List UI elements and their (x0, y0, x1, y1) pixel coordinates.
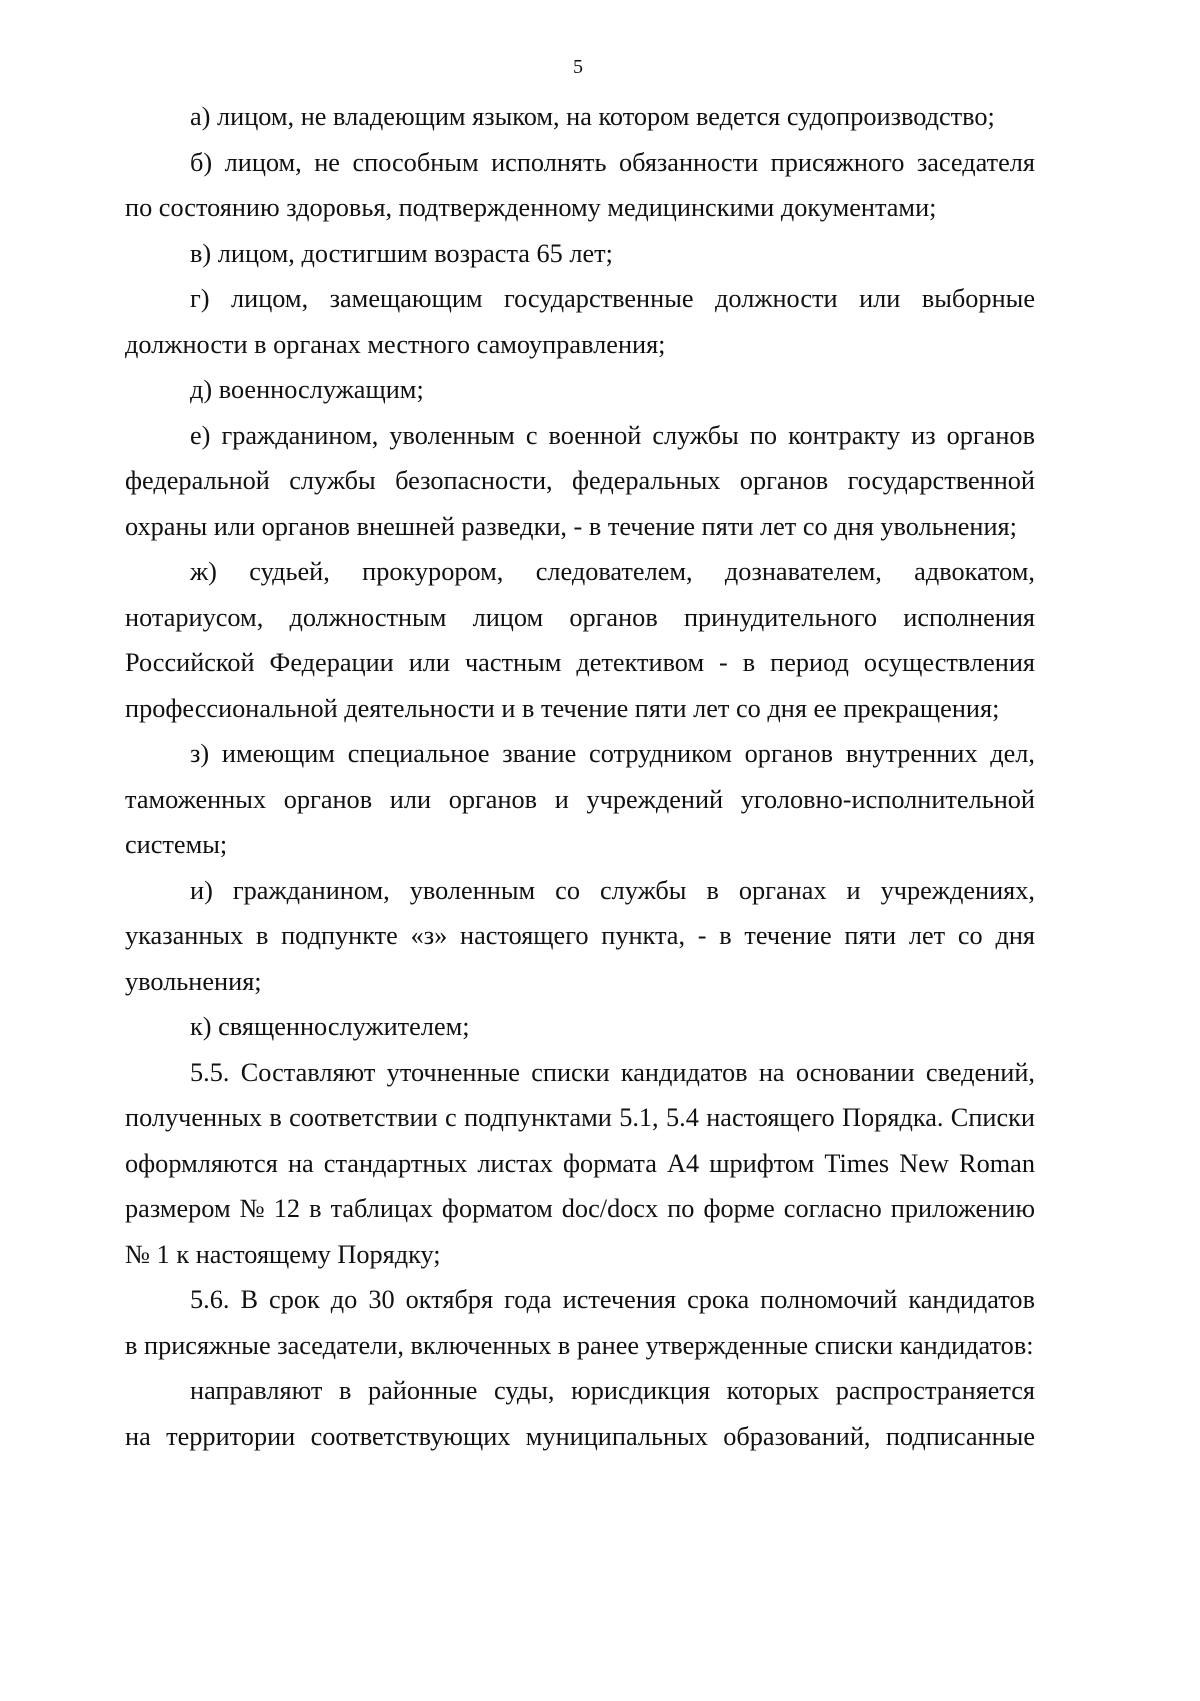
line-text: оформляются на стандартных листах формата А4 шрифтом Times New Roman (125, 1148, 1035, 1178)
text-line (125, 868, 1035, 914)
paragraph-napravlyayut (125, 1368, 1035, 1459)
line-text: в присяжные заседатели, включенных в ранее утвержденные списки кандидатов: (125, 1330, 1034, 1360)
text-line (125, 777, 1035, 823)
line-text: д) военнослужащим; (190, 375, 424, 404)
text-line (125, 959, 1035, 1005)
line-text: в) лицом, достигшим возраста 65 лет; (190, 238, 613, 268)
line-text: № 1 к настоящему Порядку; (125, 1239, 441, 1269)
line-text: 5.5. Составляют уточненные списки кандидатов на основании сведений, (190, 1057, 1035, 1087)
text-line (125, 458, 1035, 504)
text-line (125, 1414, 1035, 1460)
line-text: и) гражданином, уволенным со службы в органах и учреждениях, (190, 875, 1035, 905)
line-text: охраны или органов внешней разведки, - в течение пяти лет со дня увольнения; (125, 511, 1017, 541)
line-text: направляют в районные суды, юрисдикция которых распространяется (190, 1376, 1035, 1405)
line-text: указанных в подпункте «з» настоящего пункта, - в течение пяти лет со дня (125, 921, 1035, 950)
page-number: 5 (573, 56, 583, 78)
line-text: на территории соответствующих муниципальных образований, подписанные (125, 1421, 1035, 1451)
text-line (125, 731, 1035, 777)
paragraph-item-v (125, 231, 1035, 277)
text-line (125, 185, 1035, 231)
text-line (125, 322, 1035, 368)
paragraph-item-g (125, 276, 1035, 367)
text-line (125, 1323, 1035, 1369)
line-text: 5.6. В срок до 30 октября года истечения срока полномочий кандидатов (190, 1285, 1035, 1314)
paragraph-5-5 (125, 1050, 1035, 1278)
line-text: таможенных органов или органов и учреждений уголовно-исполнительной (125, 784, 1035, 814)
text-line (125, 367, 1035, 413)
line-text: е) гражданином, уволенным с военной службы по контракту из органов (190, 420, 1035, 450)
text-line (125, 822, 1035, 868)
line-text: профессиональной деятельности и в течение пяти лет со дня ее прекращения; (125, 693, 1000, 723)
text-line (125, 1186, 1035, 1232)
line-text: Российской Федерации или частным детективом - в период осуществления (125, 648, 1035, 677)
line-text: б) лицом, не способным исполнять обязанности присяжного заседателя (190, 147, 1035, 177)
line-text: федеральной службы безопасности, федеральных органов государственной (125, 466, 1035, 495)
line-text: ж) судьей, прокурором, следователем, дознавателем, адвокатом, (190, 557, 1035, 586)
line-text: полученных в соответствии с подпунктами 5.1, 5.4 настоящего Порядка. Списки (125, 1103, 1035, 1132)
text-line (125, 413, 1035, 459)
line-text: должности в органах местного самоуправления; (125, 329, 666, 359)
paragraph-item-d (125, 367, 1035, 413)
text-line (125, 640, 1035, 686)
paragraph-item-z (125, 731, 1035, 868)
text-line (125, 595, 1035, 641)
paragraph-item-i (125, 868, 1035, 1005)
paragraph-item-zh (125, 549, 1035, 731)
paragraph-item-k (125, 1004, 1035, 1050)
text-line (125, 94, 1035, 140)
text-line (125, 140, 1035, 186)
text-line (125, 1277, 1035, 1323)
line-text: а) лицом, не владеющим языком, на котором ведется судопроизводство; (190, 102, 995, 131)
text-line (125, 913, 1035, 959)
document-body (125, 94, 1035, 1459)
line-text: по состоянию здоровья, подтвержденному медицинскими документами; (125, 193, 937, 222)
text-line (125, 1050, 1035, 1096)
line-text: нотариусом, должностным лицом органов принудительного исполнения (125, 602, 1035, 632)
text-line (125, 1232, 1035, 1278)
text-line (125, 276, 1035, 322)
text-line (125, 231, 1035, 277)
paragraph-5-6 (125, 1277, 1035, 1368)
paragraph-item-a (125, 94, 1035, 140)
line-text: з) имеющим специальное звание сотрудником органов внутренних дел, (190, 739, 1035, 768)
line-text: системы; (125, 830, 228, 859)
line-text: увольнения; (125, 966, 262, 996)
paragraph-item-e (125, 413, 1035, 550)
text-line (125, 549, 1035, 595)
line-text: к) священнослужителем; (190, 1012, 470, 1041)
text-line (125, 1368, 1035, 1414)
line-text: размером № 12 в таблицах форматом doc/docx по форме согласно приложению (125, 1194, 1035, 1223)
text-line (125, 1004, 1035, 1050)
text-line (125, 686, 1035, 732)
text-line (125, 504, 1035, 550)
line-text: г) лицом, замещающим государственные должности или выборные (190, 284, 1035, 313)
text-line (125, 1141, 1035, 1187)
text-line (125, 1095, 1035, 1141)
paragraph-item-b (125, 140, 1035, 231)
